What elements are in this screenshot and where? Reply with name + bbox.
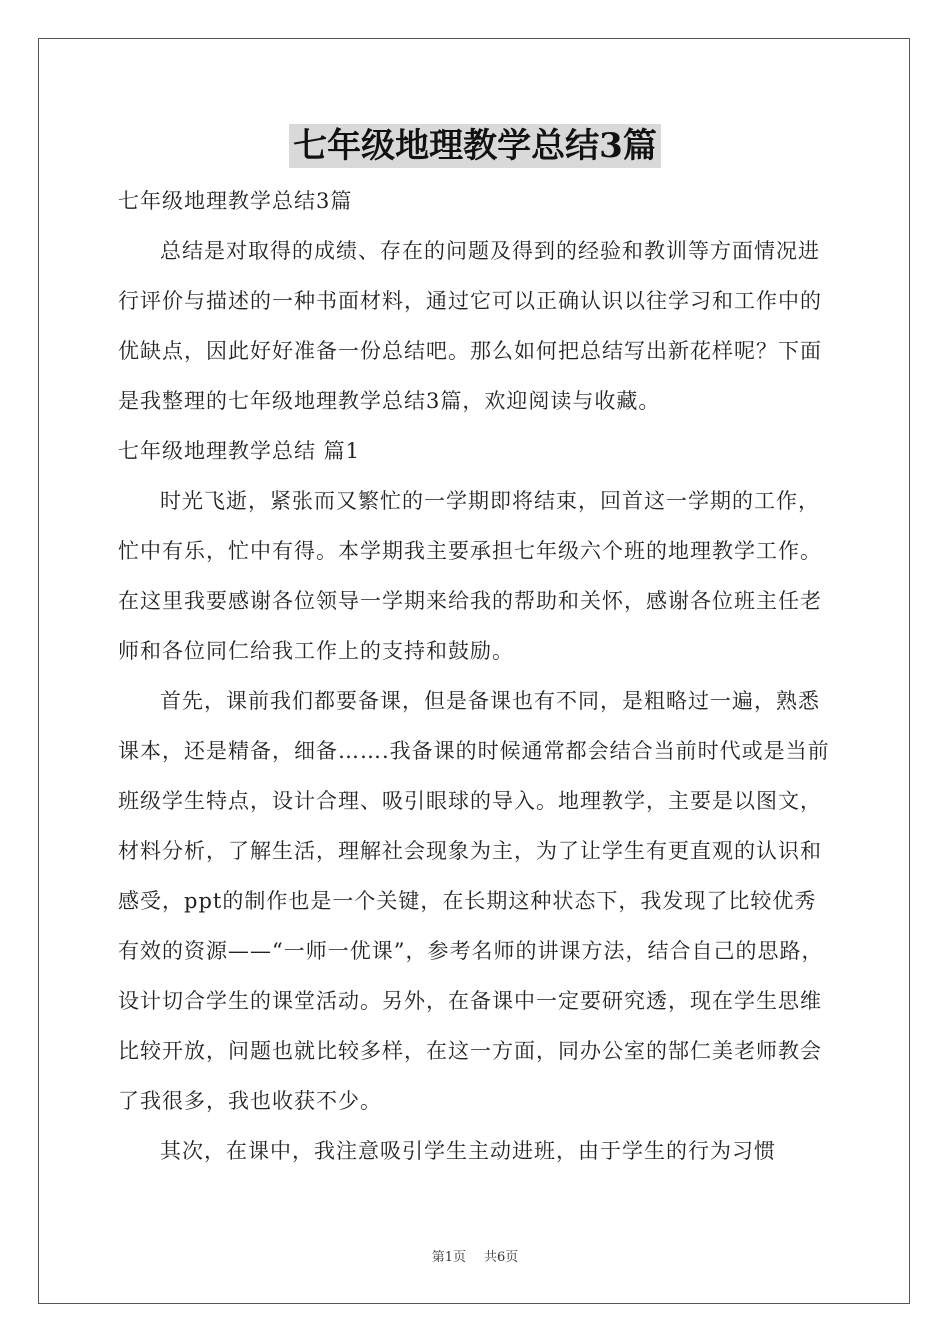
page-number-total: 共6页: [484, 1250, 519, 1265]
paragraph-3: 其次，在课中，我注意吸引学生主动进班，由于学生的行为习惯: [160, 1139, 776, 1163]
paragraph-2: 首先，课前我们都要备课，但是备课也有不同，是粗略过一遍，熟悉课本，还是精备，细备…….我备课的时候通常都会结合当前时代或是当前班级学生特点，设计合理、吸引眼球的导入。地理教学，主要是以图文，材料分析，了解生活，理解社会现象为主，为了让学生有更直观的认识和感受，ppt的制作也是一个关键，在长期这种状态下，我发现了比较优秀有效的资源——“一师一优课”，参考名师的讲课方法，结合自己的思路，设计切合学生的课堂活动。另外，在备课中一定要研究透，现在学生思维比较开放，问题也就比较多样，在这一方面，同办公室的郜仁美老师教会了我很多，我也收获不少。: [118, 689, 830, 1113]
page-footer: [0, 1246, 950, 1265]
document-body: [118, 176, 838, 1176]
page-number-current: 第1页: [431, 1250, 466, 1265]
title-container: [0, 124, 950, 168]
section-heading: 七年级地理教学总结 篇1: [118, 439, 361, 463]
paragraph-1: 时光飞逝，紧张而又繁忙的一学期即将结束，回首这一学期的工作，忙中有乐，忙中有得。本学期我主要承担七年级六个班的地理教学工作。在这里我要感谢各位领导一学期来给我的帮助和关怀，感谢各位班主任老师和各位同仁给我工作上的支持和鼓励。: [118, 489, 822, 663]
document-title: 七年级地理教学总结3篇: [289, 124, 661, 168]
intro-paragraph: 总结是对取得的成绩、存在的问题及得到的经验和教训等方面情况进行评价与描述的一种书面材料，通过它可以正确认识以往学习和工作中的优缺点，因此好好准备一份总结吧。那么如何把总结写出新花样呢？下面是我整理的七年级地理教学总结3篇，欢迎阅读与收藏。: [118, 239, 822, 413]
document-subtitle: 七年级地理教学总结3篇: [118, 189, 353, 213]
